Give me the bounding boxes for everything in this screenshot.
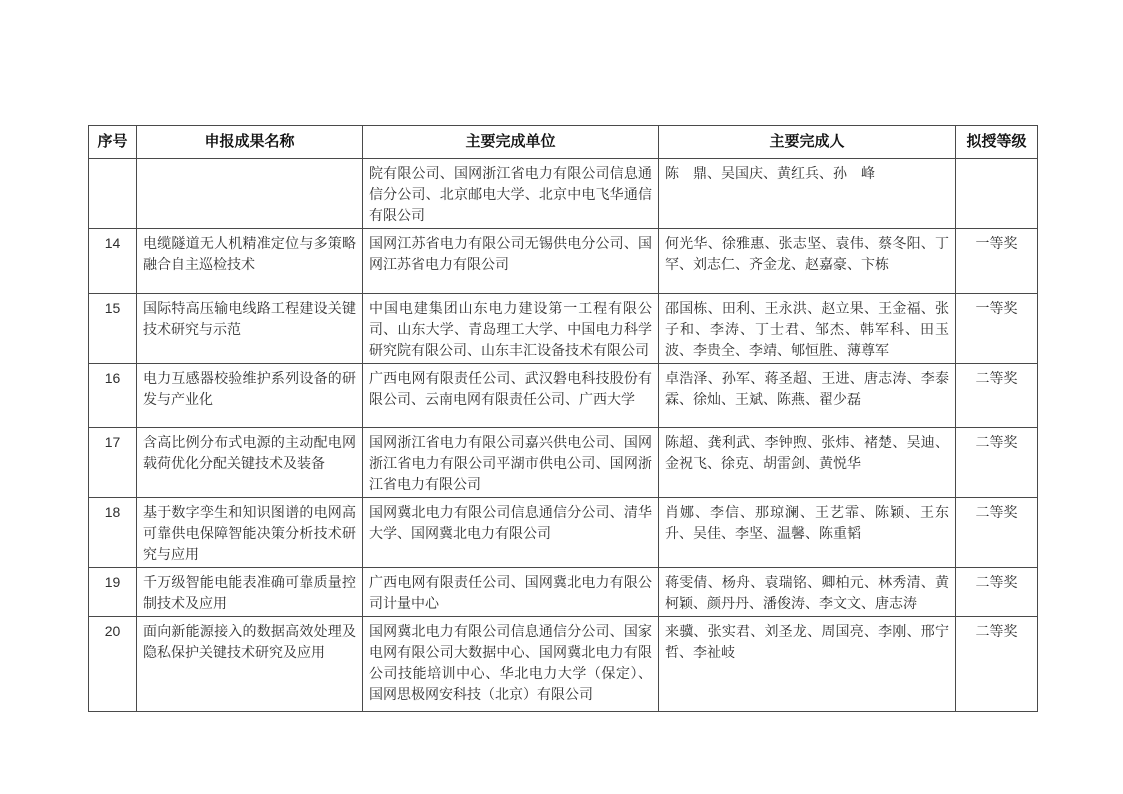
cell-grade: 二等奖 bbox=[956, 428, 1038, 498]
cell-name: 电缆隧道无人机精准定位与多策略融合自主巡检技术 bbox=[137, 229, 363, 294]
cell-units: 国网浙江省电力有限公司嘉兴供电公司、国网浙江省电力有限公司平湖市供电公司、国网浙江省电力有限公司 bbox=[363, 428, 659, 498]
column-header-grade: 拟授等级 bbox=[956, 126, 1038, 159]
cell-people: 蒋雯倩、杨舟、袁瑞铭、卿柏元、林秀清、黄柯颖、颜丹丹、潘俊涛、李文文、唐志涛 bbox=[659, 568, 956, 617]
cell-grade: 二等奖 bbox=[956, 364, 1038, 428]
table-row bbox=[89, 568, 1038, 617]
cell-units: 国网冀北电力有限公司信息通信分公司、清华大学、国网冀北电力有限公司 bbox=[363, 498, 659, 568]
cell-grade: 一等奖 bbox=[956, 294, 1038, 364]
cell-no: 19 bbox=[89, 568, 137, 617]
cell-no: 14 bbox=[89, 229, 137, 294]
table-header-row bbox=[89, 126, 1038, 159]
cell-no: 17 bbox=[89, 428, 137, 498]
cell-people: 来骥、张实君、刘圣龙、周国亮、李刚、邢宁哲、李祉岐 bbox=[659, 617, 956, 712]
cell-name: 电力互感器校验维护系列设备的研发与产业化 bbox=[137, 364, 363, 428]
cell-grade: 一等奖 bbox=[956, 229, 1038, 294]
cell-units: 院有限公司、国网浙江省电力有限公司信息通信分公司、北京邮电大学、北京中电飞华通信有限公司 bbox=[363, 159, 659, 229]
cell-grade bbox=[956, 159, 1038, 229]
table-row bbox=[89, 159, 1038, 229]
table-row bbox=[89, 294, 1038, 364]
cell-people: 何光华、徐雅惠、张志坚、袁伟、蔡冬阳、丁罕、刘志仁、齐金龙、赵嘉豪、卞栋 bbox=[659, 229, 956, 294]
cell-units: 国网江苏省电力有限公司无锡供电分公司、国网江苏省电力有限公司 bbox=[363, 229, 659, 294]
cell-name bbox=[137, 159, 363, 229]
cell-grade: 二等奖 bbox=[956, 568, 1038, 617]
column-header-no: 序号 bbox=[89, 126, 137, 159]
column-header-units: 主要完成单位 bbox=[363, 126, 659, 159]
cell-name: 千万级智能电能表准确可靠质量控制技术及应用 bbox=[137, 568, 363, 617]
cell-people: 陈超、龚利武、李钟煦、张炜、褚楚、吴迪、金祝飞、徐克、胡雷剑、黄悦华 bbox=[659, 428, 956, 498]
cell-grade: 二等奖 bbox=[956, 617, 1038, 712]
cell-units: 国网冀北电力有限公司信息通信分公司、国家电网有限公司大数据中心、国网冀北电力有限公司技能培训中心、华北电力大学（保定）、国网思极网安科技（北京）有限公司 bbox=[363, 617, 659, 712]
table-row bbox=[89, 229, 1038, 294]
cell-no: 16 bbox=[89, 364, 137, 428]
cell-units: 广西电网有限责任公司、武汉磐电科技股份有限公司、云南电网有限责任公司、广西大学 bbox=[363, 364, 659, 428]
column-header-people: 主要完成人 bbox=[659, 126, 956, 159]
cell-people: 卓浩泽、孙军、蒋圣超、王进、唐志涛、李泰霖、徐灿、王斌、陈燕、翟少磊 bbox=[659, 364, 956, 428]
cell-name: 面向新能源接入的数据高效处理及隐私保护关键技术研究及应用 bbox=[137, 617, 363, 712]
cell-no: 20 bbox=[89, 617, 137, 712]
cell-people: 邵国栋、田利、王永洪、赵立果、王金福、张子和、李涛、丁士君、邹杰、韩军科、田玉波、李贵全、李靖、郇恒胜、薄尊军 bbox=[659, 294, 956, 364]
cell-units: 中国电建集团山东电力建设第一工程有限公司、山东大学、青岛理工大学、中国电力科学研究院有限公司、山东丰汇设备技术有限公司 bbox=[363, 294, 659, 364]
table-row bbox=[89, 498, 1038, 568]
table-row bbox=[89, 364, 1038, 428]
cell-units: 广西电网有限责任公司、国网冀北电力有限公司计量中心 bbox=[363, 568, 659, 617]
cell-people: 陈 鼎、吴国庆、黄红兵、孙 峰 bbox=[659, 159, 956, 229]
cell-no bbox=[89, 159, 137, 229]
cell-no: 15 bbox=[89, 294, 137, 364]
cell-name: 含高比例分布式电源的主动配电网载荷优化分配关键技术及装备 bbox=[137, 428, 363, 498]
cell-name: 国际特高压输电线路工程建设关键技术研究与示范 bbox=[137, 294, 363, 364]
cell-name: 基于数字孪生和知识图谱的电网高可靠供电保障智能决策分析技术研究与应用 bbox=[137, 498, 363, 568]
column-header-name: 申报成果名称 bbox=[137, 126, 363, 159]
awards-table bbox=[88, 125, 1038, 712]
table-row bbox=[89, 617, 1038, 712]
cell-grade: 二等奖 bbox=[956, 498, 1038, 568]
cell-people: 肖娜、李信、那琼澜、王艺霏、陈颖、王东升、吴佳、李坚、温馨、陈重韬 bbox=[659, 498, 956, 568]
cell-no: 18 bbox=[89, 498, 137, 568]
table-row bbox=[89, 428, 1038, 498]
